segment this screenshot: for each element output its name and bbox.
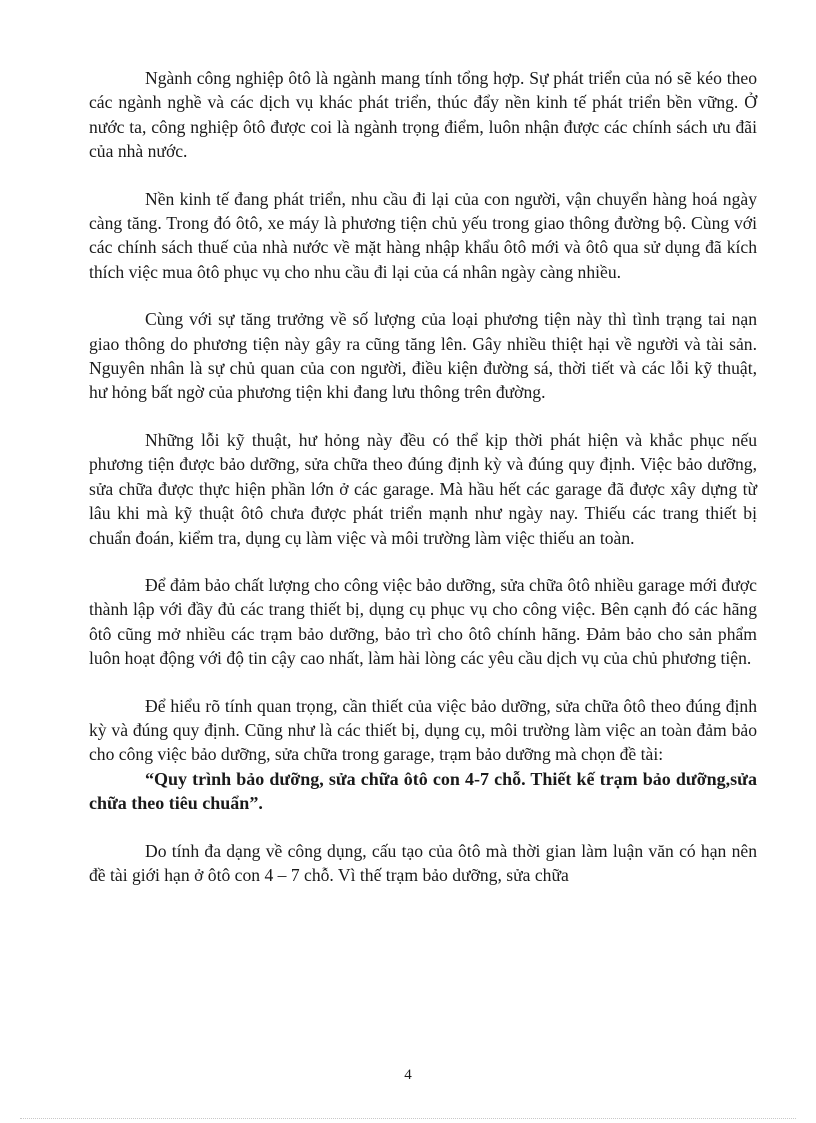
paragraph-scope: Do tính đa dạng về công dụng, cấu tạo của ôtô mà thời gian làm luận văn có hạn nên đề tài giới hạn ở ôtô con 4 – 7 chỗ. Vì thế trạm bảo dưỡng, sửa chữa xyxy=(89,840,757,885)
body-text xyxy=(89,66,757,910)
paragraph-quality-assurance: Để đảm bảo chất lượng cho công việc bảo dưỡng, sửa chữa ôtô nhiều garage mới được thành lập với đầy đủ các trang thiết bị, dụng cụ phục vụ cho công việc. Bên cạnh đó các hãng ôtô cũng mở nhiều các trạm bảo dưỡng, bảo trì cho ôtô chính hãng. Đảm bảo cho sản phẩm luôn hoạt động với độ tin cậy cao nhất, làm hài lòng các yêu cầu dịch vụ của chủ phương tiện. xyxy=(89,574,757,669)
page-number: 4 xyxy=(404,1067,412,1083)
paragraph-transport-demand: Nền kinh tế đang phát triển, nhu cầu đi lại của con người, vận chuyển hàng hoá ngày càng tăng. Trong đó ôtô, xe máy là phương tiện chủ yếu trong giao thông đường bộ. Cùng với các chính sách thuế của nhà nước về mặt hàng nhập khẩu ôtô mới và ôtô qua sử dụng đã kích thích việc mua ôtô phục vụ cho nhu cầu đi lại của cá nhân ngày càng nhiều. xyxy=(89,188,757,282)
paragraph-technical-faults: Những lỗi kỹ thuật, hư hỏng này đều có thể kịp thời phát hiện và khắc phục nếu phương tiện được bảo dưỡng, sửa chữa theo đúng định kỳ và đúng quy định. Việc bảo dưỡng, sửa chữa được thực hiện phần lớn ở các garage. Mà hầu hết các garage đã được xây dựng từ lâu khi mà kỹ thuật ôtô chưa được phát triển mạnh như ngày nay. Thiếu các trang thiết bị chuẩn đoán, kiểm tra, dụng cụ làm việc và môi trường làm việc thiếu an toàn. xyxy=(89,429,757,548)
thesis-title: “Quy trình bảo dưỡng, sửa chữa ôtô con 4-7 chỗ. Thiết kế trạm bảo dưỡng,sửa chữa theo tiêu chuẩn”. xyxy=(89,768,757,814)
paragraph-traffic-accidents: Cùng với sự tăng trưởng về số lượng của loại phương tiện này thì tình trạng tai nạn giao thông do phương tiện này gây ra cũng tăng lên. Gây nhiều thiệt hại về người và tài sản. Nguyên nhân là sự chủ quan của con người, điều kiện đường sá, thời tiết và các lỗi kỹ thuật, hư hỏng bất ngờ của phương tiện khi đang lưu thông trên đường. xyxy=(89,309,757,403)
footer-divider xyxy=(20,1118,796,1119)
paragraph-automotive-industry: Ngành công nghiệp ôtô là ngành mang tính tổng hợp. Sự phát triển của nó sẽ kéo theo các ngành nghề và các dịch vụ khác phát triển, thúc đẩy nền kinh tế phát triển bền vững. Ở nước ta, công nghiệp ôtô được coi là ngành trọng điểm, luôn nhận được các chính sách ưu đãi của nhà nước. xyxy=(89,68,757,162)
paragraph-topic-reason: Để hiểu rõ tính quan trọng, cần thiết của việc bảo dưỡng, sửa chữa ôtô theo đúng định kỳ và đúng quy định. Cũng như là các thiết bị, dụng cụ, môi trường làm việc an toàn đảm bảo cho công việc bảo dưỡng, sửa chữa trong garage, trạm bảo dưỡng mà chọn đề tài: xyxy=(89,695,757,765)
